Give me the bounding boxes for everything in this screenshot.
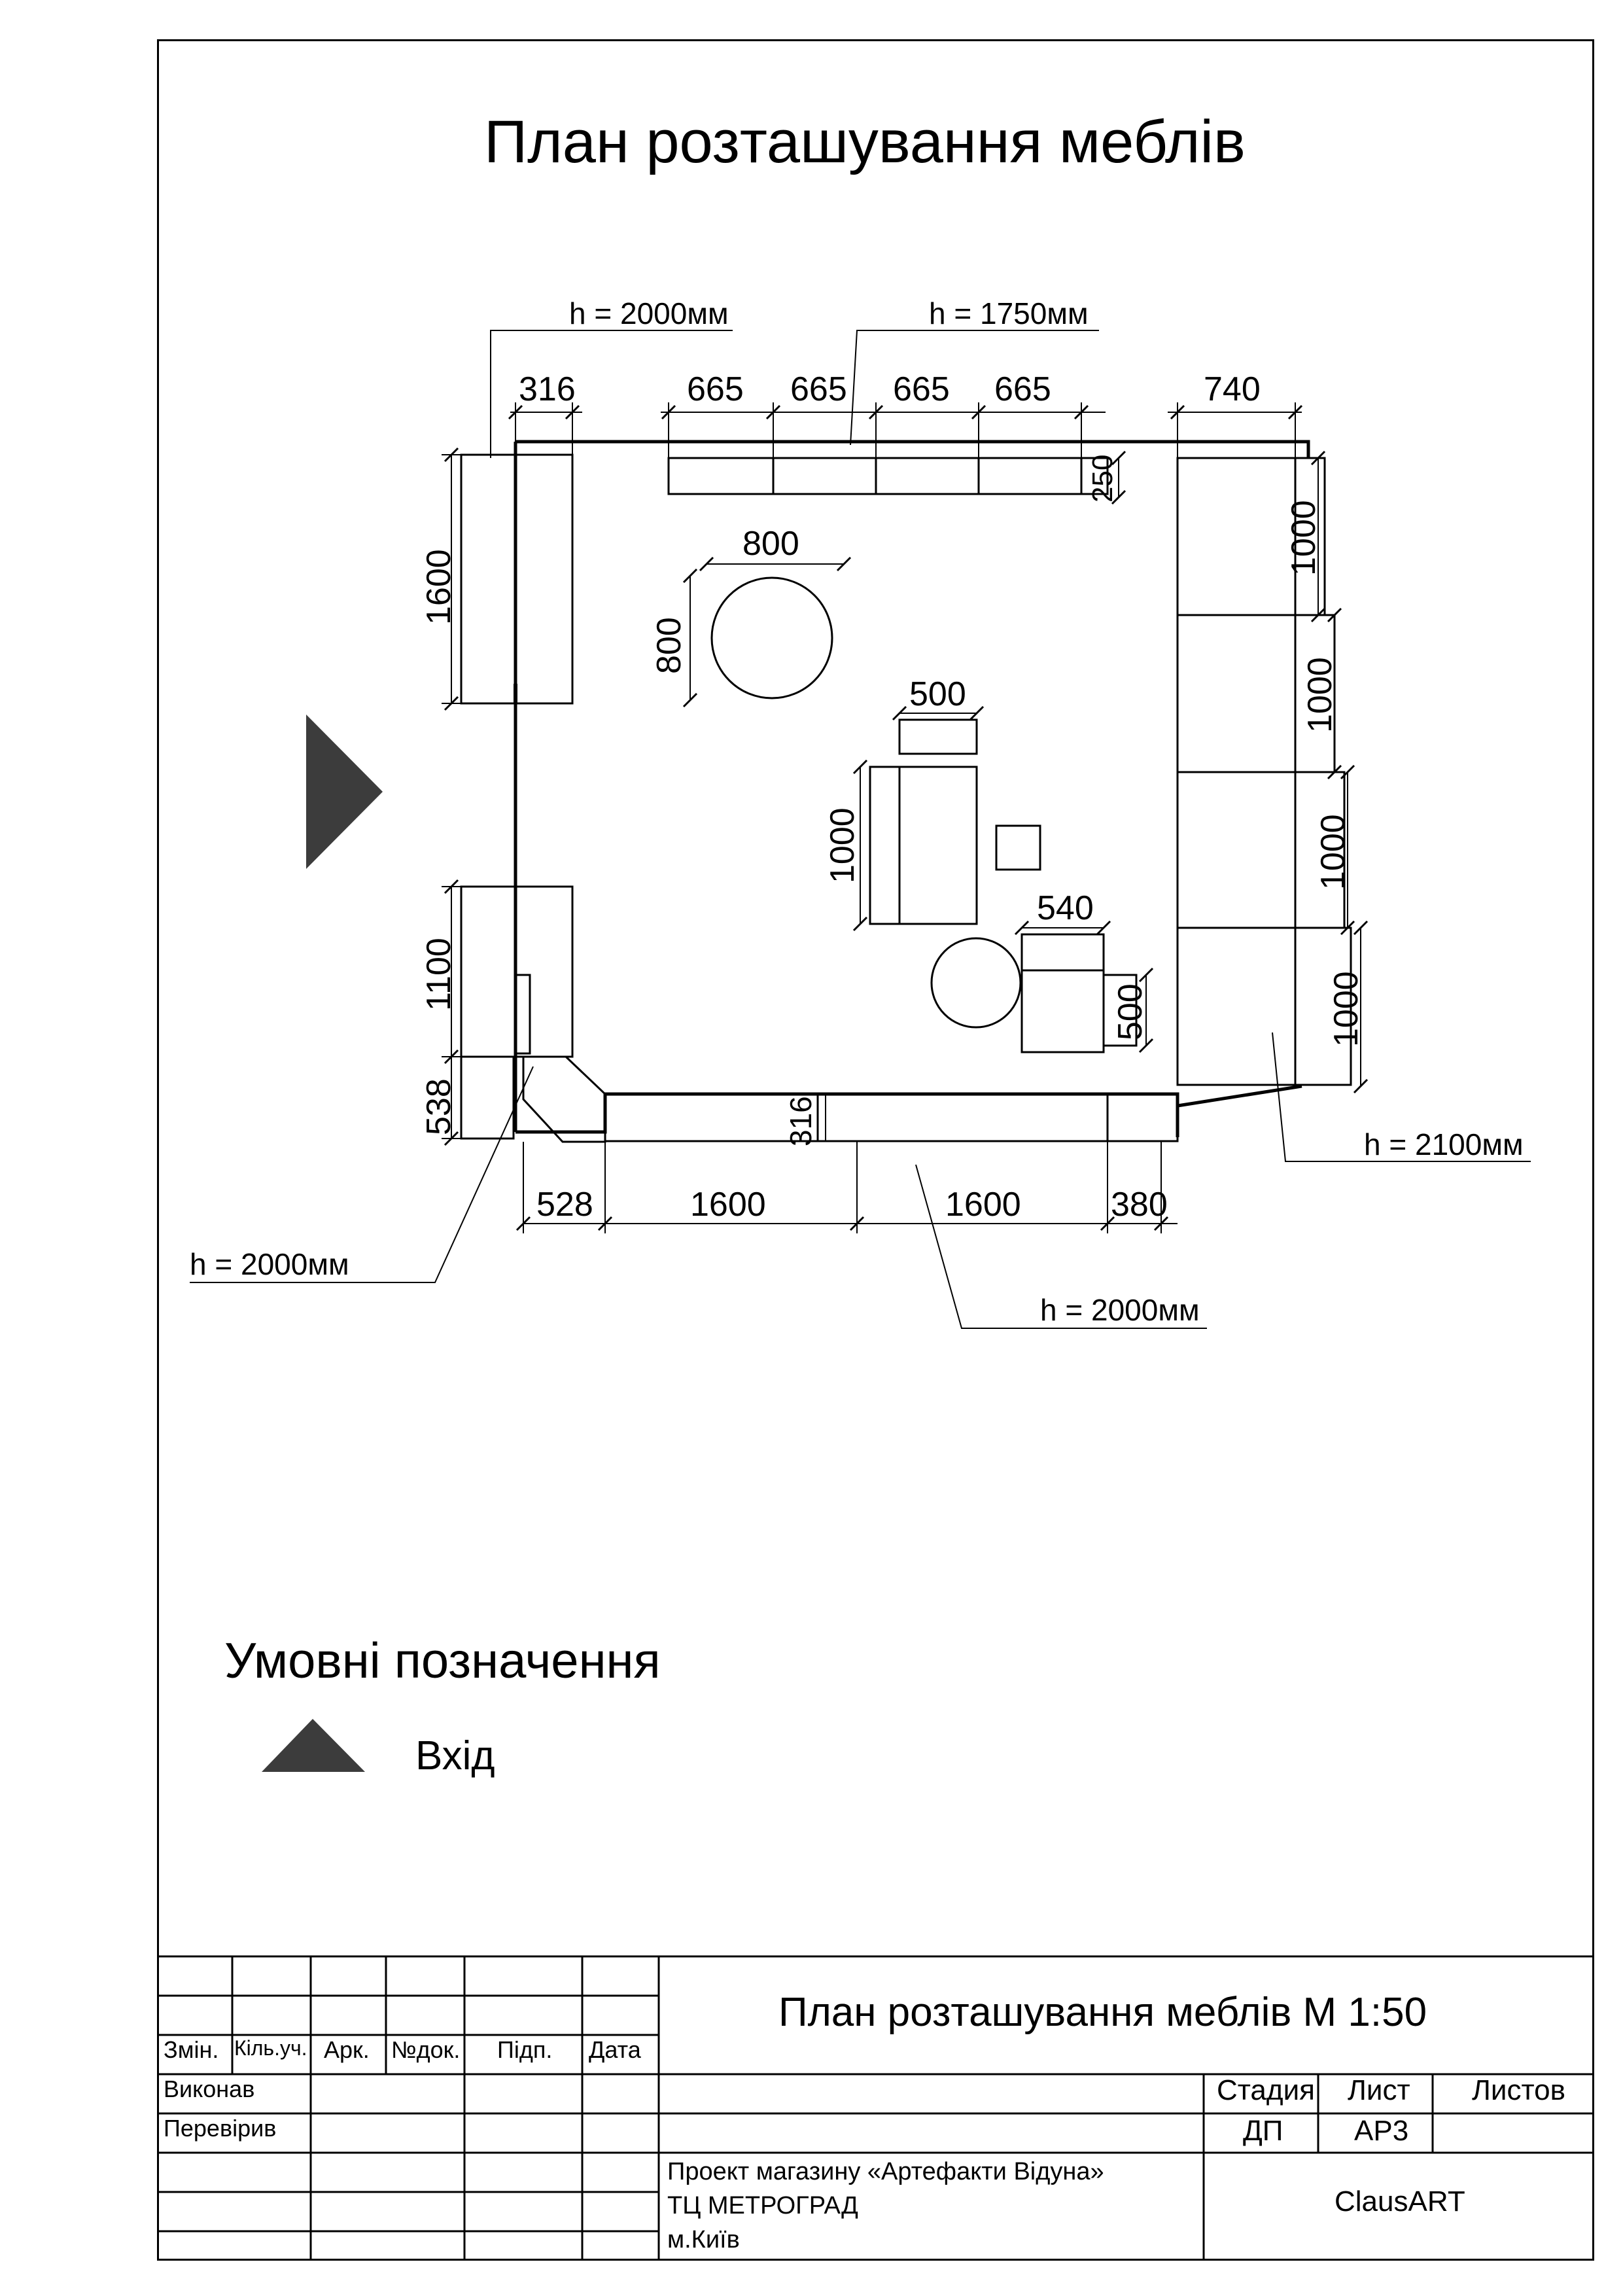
- tb-sheet-label: Лист: [1348, 2074, 1410, 2106]
- tb-project-line1: Проект магазину «Артефакти Відуна»: [667, 2158, 1104, 2185]
- room-walls: [515, 442, 1308, 1137]
- dim-sofa-length: 1000: [824, 807, 862, 883]
- tb-sheet-value: АР3: [1354, 2115, 1409, 2147]
- tb-header-kil: Кіль.уч.: [234, 2036, 307, 2060]
- sofa-back: [899, 720, 977, 754]
- height-label-left-top: h = 2000мм: [569, 296, 729, 330]
- dim-table-height: 800: [650, 617, 688, 674]
- dim-bottom-528: 528: [536, 1186, 593, 1224]
- furniture: [712, 578, 1136, 1052]
- tb-header-data: Дата: [589, 2036, 641, 2063]
- dim-bottom-1600-2: 1600: [945, 1186, 1021, 1224]
- dim-bottom-1600-1: 1600: [690, 1186, 766, 1224]
- dim-right-1000-2: 1000: [1301, 657, 1339, 733]
- dim-top-665-1: 665: [687, 370, 744, 408]
- tb-header-pidp: Підп.: [497, 2036, 553, 2063]
- legend-entrance-label: Вхід: [415, 1733, 495, 1778]
- armchair-back: [1022, 934, 1104, 970]
- tb-drawing-title: План розташування меблів М 1:50: [778, 1990, 1427, 2035]
- dim-right-1000-4: 1000: [1327, 971, 1365, 1047]
- height-label-bottom: h = 2000мм: [1040, 1293, 1200, 1327]
- tb-project-line2: ТЦ МЕТРОГРАД: [667, 2192, 858, 2219]
- tb-stage-label: Стадия: [1217, 2074, 1315, 2106]
- dim-sofa-width: 500: [909, 675, 966, 713]
- dim-left-1100: 1100: [420, 938, 458, 1011]
- dim-top-665-4: 665: [994, 370, 1051, 408]
- top-shelves: [669, 458, 1108, 494]
- dim-armchair-width: 540: [1037, 889, 1094, 927]
- tb-header-zmin: Змін.: [164, 2036, 219, 2063]
- tb-performed: Виконав: [164, 2075, 255, 2102]
- dim-left-538: 538: [420, 1078, 458, 1135]
- legend-entrance-icon: [262, 1719, 365, 1772]
- dim-left-1600: 1600: [420, 549, 458, 625]
- dim-top-250: 250: [1087, 454, 1119, 503]
- round-table: [712, 578, 832, 698]
- entrance-arrow-icon: [306, 715, 383, 869]
- pouf: [996, 826, 1040, 870]
- dim-top-665-3: 665: [893, 370, 950, 408]
- legend-title: Умовні позначення: [224, 1633, 661, 1689]
- dim-armchair-depth: 500: [1111, 983, 1149, 1040]
- tb-header-ark: Арк.: [324, 2036, 370, 2063]
- tb-sheets-label: Листов: [1472, 2074, 1565, 2106]
- dim-top-665-2: 665: [790, 370, 847, 408]
- dimension-lines: [442, 402, 1367, 1233]
- bottom-cabinets: [605, 1094, 1178, 1141]
- dim-top-316: 316: [519, 370, 576, 408]
- dim-bottom-380: 380: [1111, 1186, 1168, 1224]
- round-stool: [932, 938, 1021, 1027]
- tb-stage-value: ДП: [1243, 2115, 1283, 2147]
- dim-bottom-316: 316: [784, 1096, 818, 1146]
- armchair: [1022, 970, 1104, 1052]
- tb-project-line3: м.Київ: [667, 2226, 740, 2253]
- dim-top-740: 740: [1204, 370, 1261, 408]
- page-title: План розташування меблів: [484, 109, 1246, 175]
- tb-header-ndok: №док.: [391, 2036, 461, 2063]
- left-cabinets: [461, 455, 605, 1142]
- dim-right-1000-1: 1000: [1285, 500, 1323, 576]
- height-label-right: h = 2100мм: [1364, 1127, 1524, 1161]
- dim-table-width: 800: [742, 525, 799, 563]
- tb-checked: Перевірив: [164, 2115, 277, 2142]
- dim-right-1000-3: 1000: [1314, 814, 1352, 890]
- tb-company: ClausART: [1335, 2185, 1465, 2217]
- sofa: [870, 767, 977, 924]
- right-cabinets: [1178, 458, 1351, 1085]
- height-label-left-bottom: h = 2000мм: [190, 1247, 349, 1281]
- height-label-top: h = 1750мм: [929, 296, 1089, 330]
